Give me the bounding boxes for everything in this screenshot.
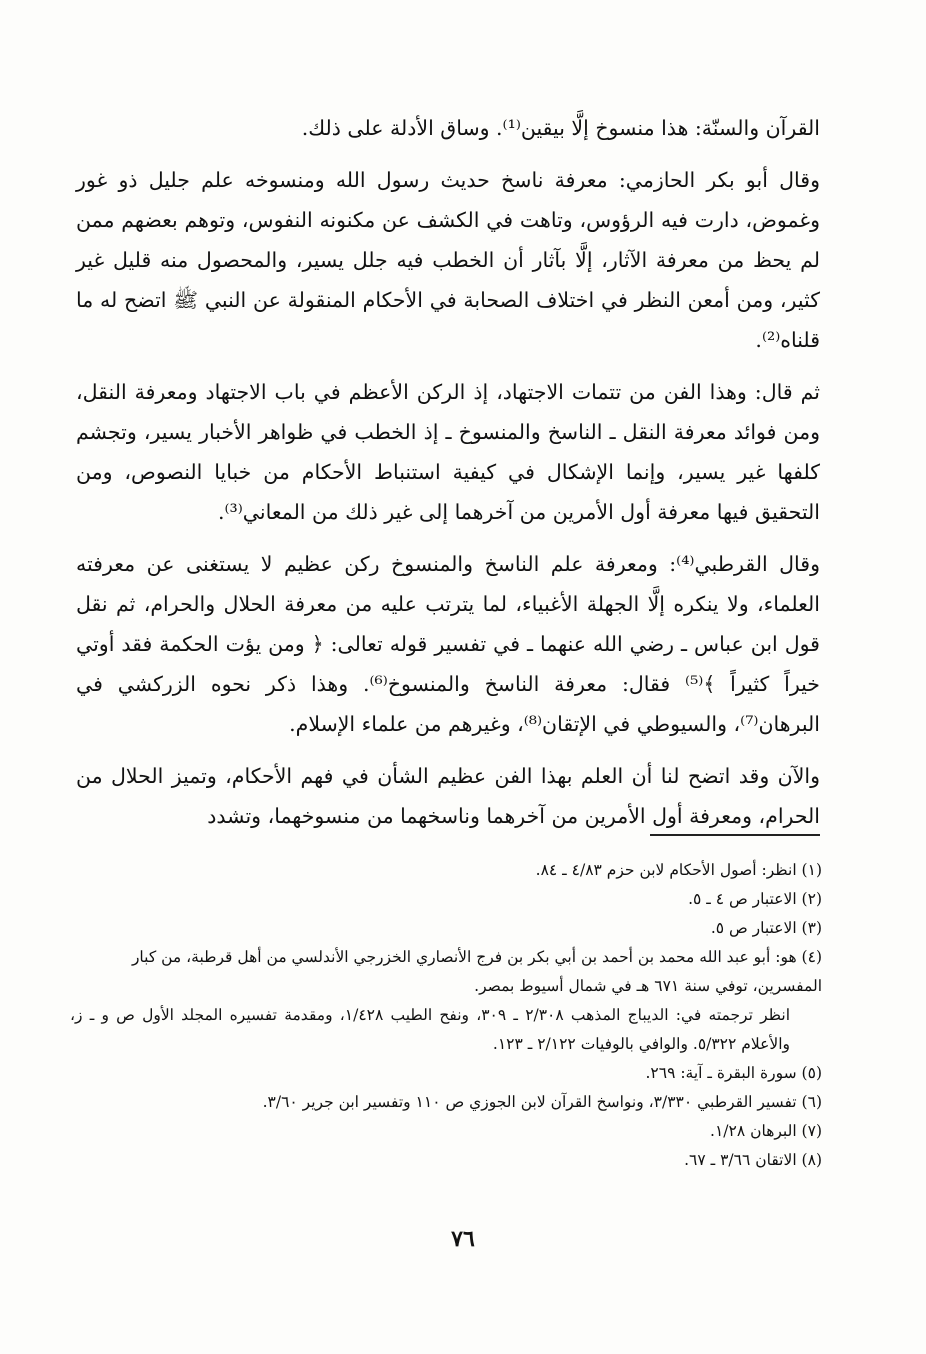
footnote-separator [650, 834, 820, 836]
paragraph-5: والآن وقد اتضح لنا أن العلم بهذا الفن عظيم الشأن في فهم الأحكام، وتميز الحلال من الحرام، ومعرفة أول الأمرين من آخرهما وناسخهما من منسوخهما، وتشدد [76, 764, 820, 828]
footnote-8: (٨) الاتقان ٣/٦٦ ـ ٦٧. [684, 1151, 822, 1169]
footnote-2: (٢) الاعتبار ص ٤ ـ ٥. [688, 890, 822, 908]
main-text [76, 108, 820, 848]
footnote-6: (٦) تفسير القرطبي ٣/٣٣٠، ونواسخ القرآن لابن الجوزي ص ١١٠ وتفسير ابن جرير ٣/٦٠. [262, 1093, 822, 1111]
footnote-7: (٧) البرهان ١/٢٨. [710, 1122, 822, 1140]
paragraph-3: ثم قال: وهذا الفن من تتمات الاجتهاد، إذ الركن الأعظم في باب الاجتهاد ومعرفة النقل، ومن فوائد معرفة النقل ـ الناسخ والمنسوخ ـ إذ الخطب في ظواهر الأخبار يسير، وتجشم كلفها غير يسير، وإنما الإشكال في كيفية استنباط الأحكام من خبايا النصوص، ومن التحقيق فيها معرفة أول الأمرين من آخرهما إلى غير ذلك من المعاني⁽³⁾. [76, 380, 820, 524]
footnote-1: (١) انظر: أصول الأحكام لابن حزم ٤/٨٣ ـ ٨٤. [535, 861, 822, 879]
footnote-4-continuation: انظر ترجمته في: الديباج المذهب ٢/٣٠٨ ـ ٣٠٩، ونفح الطيب ١/٤٢٨، ومقدمة تفسيره المجلد الأول ص و ـ ز، والأعلام ٥/٣٢٢. والوافي بالوفيات ٢/١٢٢ ـ ١٢٣. [70, 1006, 790, 1053]
footnote-5: (٥) سورة البقرة ـ آية: ٢٦٩. [645, 1064, 822, 1082]
footnotes [70, 856, 822, 1175]
paragraph-4: وقال القرطبي⁽⁴⁾: ومعرفة علم الناسخ والمنسوخ ركن عظيم لا يستغنى عن معرفته العلماء، ولا ينكره إلَّا الجهلة الأغبياء، لما يترتب عليه من معرفة الحلال والحرام، ثم نقل قول ابن عباس ـ رضي الله عنهما ـ في تفسير قوله تعالى: ﴿ ومن يؤت الحكمة فقد أوتي خيراً كثيراً ﴾⁽⁵⁾ فقال: معرفة الناسخ والمنسوخ⁽⁶⁾. وهذا ذكر نحوه الزركشي في البرهان⁽⁷⁾، والسيوطي في الإتقان⁽⁸⁾، وغيرهم من علماء الإسلام. [76, 552, 820, 736]
page-number: ٧٦ [451, 1226, 475, 1252]
footnote-4: (٤) هو: أبو عبد الله محمد بن أحمد بن أبي بكر بن فرج الأنصاري الخزرجي الأندلسي من أهل قرطبة، من كبار المفسرين، توفي سنة ٦٧١ هـ في شمال أسيوط بمصر. [131, 948, 822, 995]
paragraph-2: وقال أبو بكر الحازمي: معرفة ناسخ حديث رسول الله ومنسوخه علم جليل ذو غور وغموض، دارت فيه الرؤوس، وتاهت في الكشف عن مكنونه النفوس، وتوهم بعضهم ممن لم يحظ من معرفة الآثار، إلَّا بآثار أن الخطب فيه جلل يسير، والمحصول منه قليل غير كثير، ومن أمعن النظر في اختلاف الصحابة في الأحكام المنقولة عن النبي ﷺ اتضح له ما قلناه⁽²⁾. [76, 168, 820, 352]
footnote-3: (٣) الاعتبار ص ٥. [710, 919, 822, 937]
paragraph-1: القرآن والسنّة: هذا منسوخ إلَّا بيقين⁽¹⁾. وساق الأدلة على ذلك. [301, 116, 820, 140]
